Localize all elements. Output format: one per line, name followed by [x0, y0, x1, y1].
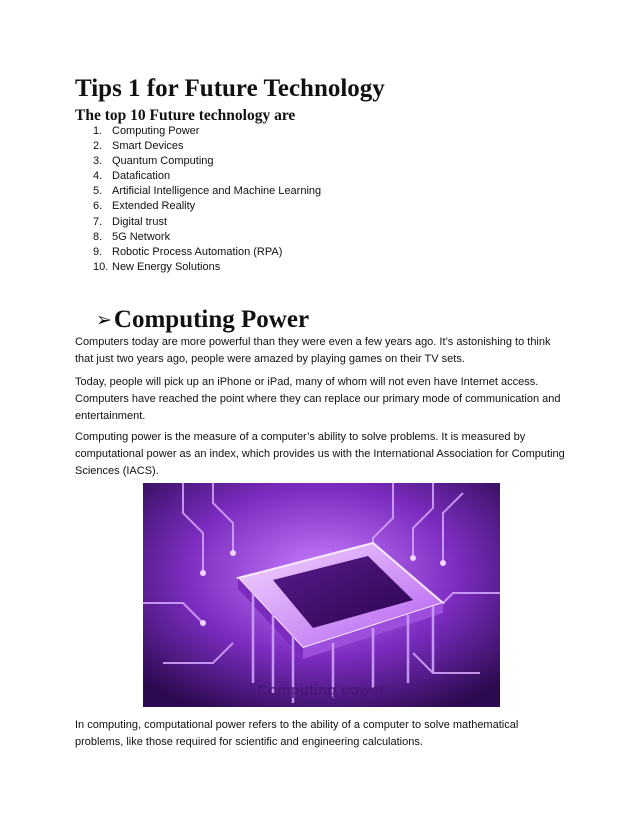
list-item: 1. Computing Power — [93, 125, 200, 137]
image-caption: Computing power — [257, 682, 385, 699]
chip-illustration — [143, 483, 500, 707]
list-item: 3. Quantum Computing — [93, 155, 214, 168]
list-item: 7. Digital trust — [93, 215, 168, 228]
paragraph: In computing, computational power refers to the ability of a computer to solve mathematical problems, like those required for scientific and engineering calculations. — [75, 719, 519, 748]
computing-power-image — [143, 483, 500, 707]
list-item: 9. Robotic Process Automation (RPA) — [93, 245, 283, 258]
paragraph: Computing power is the measure of a computer’s ability to solve problems. It is measured by computational power as an index, which provides us with the International Association for Computing Sciences (IACS). — [75, 431, 565, 477]
arrow-bullet-icon: ➢ — [96, 309, 112, 331]
paragraph: Computers today are more powerful than they were even a few years ago. It’s astonishing to think that just two years ago, people were amazed by playing games on their TV sets. — [75, 336, 551, 365]
list-heading: The top 10 Future technology are — [75, 107, 296, 124]
page-title: Tips 1 for Future Technology — [75, 75, 385, 102]
section-heading — [96, 306, 309, 334]
list-item: 6. Extended Reality — [93, 200, 196, 213]
list-item: 2. Smart Devices — [93, 140, 184, 153]
technology-list — [75, 124, 321, 275]
list-item: 5. Artificial Intelligence and Machine Learning — [93, 185, 322, 198]
list-item: 4. Datafication — [93, 170, 171, 183]
list-item: 10. New Energy Solutions — [93, 260, 221, 273]
list-item: 8. 5G Network — [93, 230, 171, 243]
section-heading-text: Computing Power — [113, 306, 310, 333]
paragraph: Today, people will pick up an iPhone or iPad, many of whom will not even have Internet access. Computers have reached the point where they can replace our primary mode of communication and entertainment. — [75, 376, 561, 422]
